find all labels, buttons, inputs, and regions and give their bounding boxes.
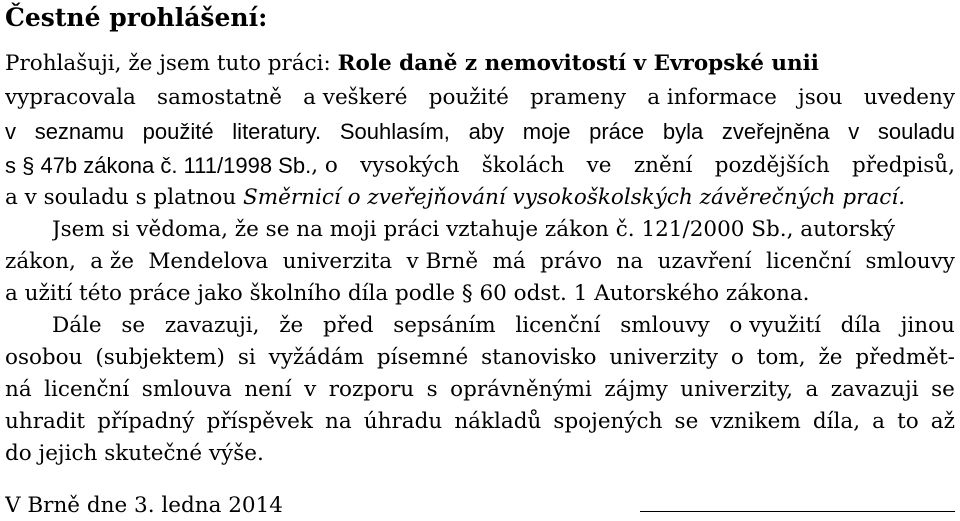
word: Souhlasím, <box>339 119 450 144</box>
word: použité <box>142 119 214 144</box>
word: zavazuji <box>830 377 919 402</box>
word: a <box>872 409 885 434</box>
word: osobou <box>5 345 83 370</box>
word: předpisů, <box>852 153 955 178</box>
word: zveřejněna <box>721 119 830 144</box>
word: ve <box>586 153 612 178</box>
word: zákon, <box>5 249 76 274</box>
word: právo <box>540 249 603 274</box>
paragraph3-line4 <box>5 407 955 437</box>
word: spojených <box>553 409 663 434</box>
word: v Brně <box>406 249 479 274</box>
word: Dále <box>52 313 102 338</box>
word: jsou <box>798 85 843 110</box>
word: oprávněnými <box>450 377 592 402</box>
word: smlouva <box>141 377 232 402</box>
word: použité <box>428 85 509 110</box>
word: tom, <box>756 345 806 370</box>
word: s <box>426 377 438 402</box>
word: (subjektem) <box>95 345 225 370</box>
word: se <box>931 377 955 402</box>
paragraph2-line3: a užití této práce jako školního díla podle § 60 odst. 1 Autorského zákona. <box>5 281 810 306</box>
word: univerzity <box>609 345 719 370</box>
word: smlouvy <box>865 249 955 274</box>
word: uvedeny <box>863 85 955 110</box>
word: ná <box>5 377 32 402</box>
word: má <box>492 249 526 274</box>
paragraph1-line1 <box>5 49 955 79</box>
directive-name: Směrnicí o zveřejňování vysokoškolských závěrečných prací. <box>243 185 906 210</box>
word: univerzita <box>282 249 393 274</box>
declaration-tail: , autorský <box>786 217 896 242</box>
word: předmět- <box>855 345 955 370</box>
paragraph1-line3 <box>5 117 955 147</box>
paragraph3-line2 <box>5 343 955 373</box>
word: a veškeré <box>303 85 408 110</box>
word: se <box>121 313 146 338</box>
law-reference: s § 47b zákona č. 111/1998 Sb. <box>5 153 312 178</box>
word: uhradit <box>5 409 86 434</box>
paragraph3-line5: do jejich skutečné výše. <box>5 441 264 466</box>
word: o <box>730 345 744 370</box>
word: zavazuji, <box>164 313 260 338</box>
word: školách <box>481 153 565 178</box>
word: literatury. <box>232 119 322 144</box>
word: až <box>930 409 955 434</box>
declaration-text: Jsem si vědoma, že se na moji práci vztahuje zákon č. 121/2000 Sb. <box>52 217 787 242</box>
word: zájmy <box>604 377 668 402</box>
word: seznamu <box>34 119 124 144</box>
word: na <box>325 409 352 434</box>
intro-text-2: a v souladu s platnou <box>5 185 244 210</box>
word: že <box>818 345 843 370</box>
word: a informace <box>647 85 777 110</box>
paragraph2-line2 <box>5 247 955 277</box>
word: rozporu <box>328 377 415 402</box>
word: a <box>805 377 819 402</box>
paragraph1-line2 <box>5 83 955 113</box>
paragraph1-line4-rest <box>311 151 955 181</box>
word: příspěvek <box>206 409 313 434</box>
word: souladu <box>877 119 955 144</box>
word: sepsáním <box>393 313 496 338</box>
paragraph3-line3 <box>5 375 955 405</box>
place-and-date: V Brně dne 3. ledna 2014 <box>5 493 283 518</box>
word: licenční <box>515 313 601 338</box>
intro-text: Prohlašuji, že jsem tuto práci: <box>5 51 338 76</box>
word: nákladů <box>454 409 542 434</box>
word: vypracovala <box>5 85 136 110</box>
word: smlouvy <box>620 313 710 338</box>
word: stanovisko <box>481 345 597 370</box>
word: o využití <box>729 313 821 338</box>
word: to <box>897 409 919 434</box>
word: aby <box>468 119 505 144</box>
thesis-title: Role daně z nemovitostí v Evropské unii <box>337 51 819 76</box>
signature-line <box>640 511 955 512</box>
word: jinou <box>900 313 955 338</box>
word: licenční <box>765 249 852 274</box>
paragraph3-line1 <box>52 311 955 341</box>
word: licenční <box>44 377 130 402</box>
paragraph2-line1 <box>52 215 955 245</box>
word: byla <box>662 119 704 144</box>
word: že <box>279 313 304 338</box>
word: pozdějších <box>714 153 830 178</box>
word: před <box>322 313 374 338</box>
word: a že <box>90 249 134 274</box>
word: díla, <box>812 409 861 434</box>
word: případný <box>97 409 195 434</box>
word: moje <box>522 119 571 144</box>
word: znění <box>633 153 693 178</box>
word: vysokých <box>360 153 460 178</box>
word: v <box>5 119 16 144</box>
paragraph1-line4 <box>5 151 955 181</box>
paragraph1-line5 <box>5 183 955 213</box>
word: vznikem <box>710 409 801 434</box>
word: písemné <box>376 345 469 370</box>
word: si <box>237 345 256 370</box>
page-title: Čestné prohlášení: <box>5 3 268 32</box>
word: univerzity, <box>680 377 793 402</box>
word: prameny <box>530 85 627 110</box>
word: na <box>616 249 644 274</box>
word: v <box>304 377 317 402</box>
word: , o <box>311 153 338 178</box>
word: úhradu <box>363 409 443 434</box>
word: vyžádám <box>268 345 365 370</box>
word: díla <box>840 313 882 338</box>
word: v <box>848 119 860 144</box>
word: práce <box>589 119 645 144</box>
word: se <box>674 409 699 434</box>
word: uzavření <box>657 249 752 274</box>
word: není <box>244 377 292 402</box>
word: samostatně <box>157 85 282 110</box>
word: Mendelova <box>148 249 269 274</box>
